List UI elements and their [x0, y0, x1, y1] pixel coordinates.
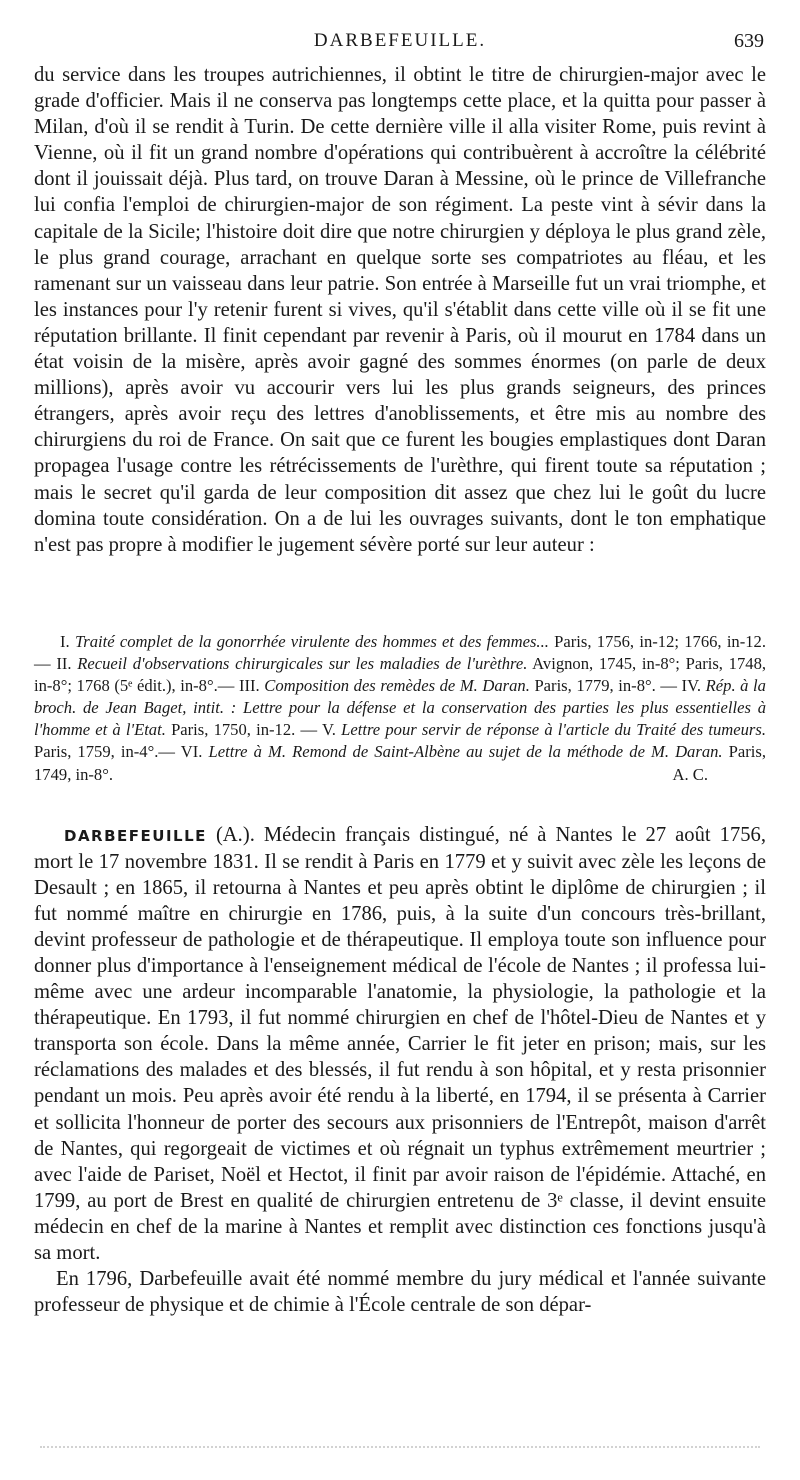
work-title: Lettre à M. Remond de Saint-Albène au sujet de la méthode de M. Daran. [208, 742, 723, 762]
darbefeuille-entry [34, 822, 766, 1318]
running-head [36, 30, 764, 54]
work-details: Paris, 1749, in-8°. [34, 742, 766, 784]
entry-paragraph-2: En 1796, Darbefeuille avait été nommé membre du jury médical et l'année suivante professeur de physique et de chimie à l'École centrale de son dépar- [34, 1267, 766, 1316]
page-number: 639 [734, 30, 764, 52]
work-details: Avignon, 1745, in-8°; Paris, 1748, in-8°; 1768 (5ᵉ édit.), in-8°.— [34, 654, 767, 696]
work-number: IV. [681, 676, 702, 696]
work-details: Paris, 1759, in-4°.— [34, 742, 175, 762]
entry-initial: (A.). [215, 824, 255, 846]
running-head-title: DARBEFEUILLE. [313, 30, 487, 51]
bleed-through-line [40, 1446, 760, 1451]
work-number: III. [238, 676, 260, 696]
work-title: Composition des remèdes de M. Daran. [264, 676, 530, 696]
work-title: Rép. à la broch. de Jean Baget, intit. : Lettre pour la défense et la conservation des parties les plus essentielles à l'homme et à l'Etat. [34, 676, 766, 740]
entry-text: Médecin français distingué, né à Nantes le 27 août 1756, mort le 17 novembre 1831. Il se rendit à Paris en 1779 et y suivit avec zèle les leçons de Desault ; en 1865, il retourna à Nantes et peu après obtint le diplôme de chirurgien ; il fut nommé maître en chirurgie en 1786, puis, à la suite d'un concours très-brillant, devint professeur de pathologie et de thérapeutique. Il employa toute son influence pour donner plus d'importance à l'enseignement médical de l'école de Nantes ; il professa lui-même avec une ardeur incomparable l'anatomie, la physiologie, la pathologie et la thérapeutique. En 1793, il fut nommé chirurgien en chef de l'hôtel-Dieu de Nantes et y transporta son école. Dans la même année, Carrier le fit jeter en prison; mais, sur les réclamations des malades et des blessés, il fut rendu à son hôpital, et y resta prisonnier pendant un mois. Peu après avoir été rendu à la liberté, en 1794, il se présenta à Carrier et sollicita l'honneur de porter des secours aux prisonniers de l'Entrepôt, maison d'arrêt de Nantes, qui regorgeait de victimes et où régnait un typhus extrêmement meurtrier ; avec l'aide de Pariset, Noël et Hectot, il finit par avoir raison de l'épidémie. Attaché, en 1799, au port de Brest en qualité de chirurgien entretenu de 3ᵉ classe, il devint ensuite médecin en chef de la marine à Nantes et remplit avec distinction ces fonctions jusqu'à sa mort. [34, 824, 766, 1264]
work-number: I. [60, 632, 70, 651]
work-details: Paris, 1779, in-8°. — [534, 676, 677, 696]
work-details: Paris, 1750, in-12. — [171, 720, 318, 740]
entry-paragraph-1 [34, 822, 766, 1266]
work-details: Paris, 1756, in-12; 1766, in-12. — [34, 632, 766, 674]
bibliography [34, 631, 766, 786]
entry-headword: DARBEFEUILLE [64, 827, 207, 845]
continued-paragraph: du service dans les troupes autrichiennes, il obtint le titre de chirurgien-major avec le grade d'officier. Mais il ne conserva pas longtemps cette place, et la quitta pour passer à Milan, d'où il se rendit à Turin. De cette dernière ville il alla visiter Rome, puis revint à Vienne, où il fit un grand nombre d'opérations qui contribuèrent à accroître la célébrité dont il jouissait déjà. Plus tard, on trouve Daran à Messine, où le prince de Villefranche lui confia l'emploi de chirurgien-major de son régiment. La peste vint à sévir dans la capitale de la Sicile; l'histoire doit dire que notre chirurgien y déploya le plus grand zèle, le plus grand courage, arrachant en quelque sorte ses compatriotes au fléau, et les ramenant sur un vaisseau dans leur patrie. Son entrée à Marseille fut un vrai triomphe, et les instances pour l'y retenir furent si vives, qu'il s'établit dans cette ville où il se fit une réputation brillante. Il finit cependant par revenir à Paris, où il mourut en 1784 dans un état voisin de la misère, après avoir gagné des sommes énormes (on parle de deux millions), après avoir vu accourir vers lui les plus grands seigneurs, des princes étrangers, après avoir reçu des lettres d'anoblissements, et être mis au nombre des chirurgiens du roi de France. On sait que ce furent les bougies emplastiques dont Daran propagea l'usage contre les rétrécissements de l'urèthre, qui firent toute sa réputation ; mais le secret qu'il garda de leur composition dit assez que chez lui le goût du lucre domina toute considération. On a de lui les ouvrages suivants, dont le ton emphatique n'est pas propre à modifier le jugement sévère porté sur leur auteur : [34, 64, 766, 556]
bibliography-list [34, 631, 766, 786]
author-signature: A. C. [672, 764, 708, 784]
work-number: II. [56, 654, 72, 674]
work-title: Lettre pour servir de réponse à l'article du Traité des tumeurs. [341, 720, 766, 740]
work-title: Recueil d'observations chirurgicales sur les maladies de l'urèthre. [77, 654, 528, 674]
main-text [34, 62, 766, 558]
work-title: Traité complet de la gonorrhée virulente des hommes et des femmes... [74, 632, 549, 651]
work-number: VI. [180, 742, 203, 762]
work-number: V. [321, 720, 336, 740]
